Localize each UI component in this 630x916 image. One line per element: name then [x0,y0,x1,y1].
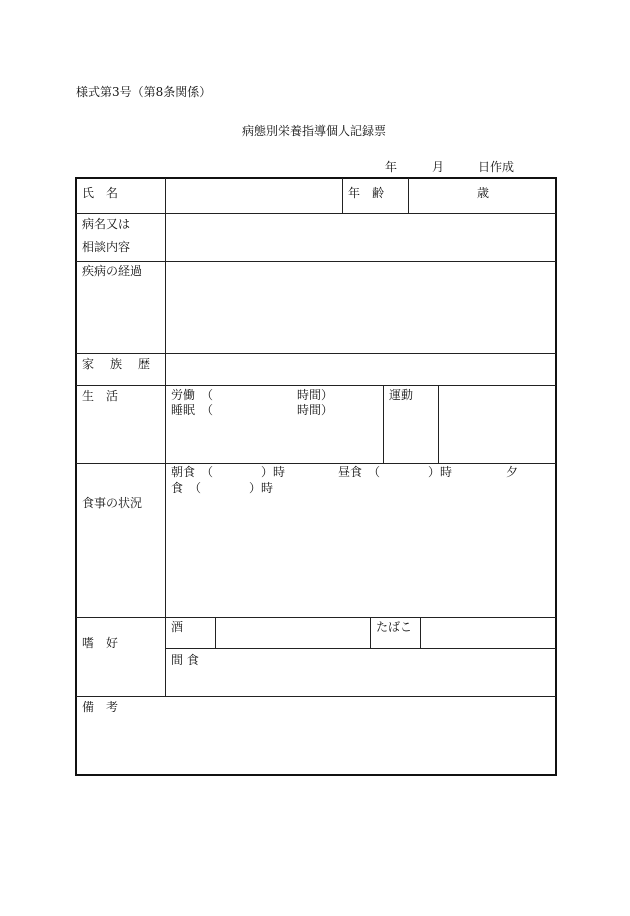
disease-label-line1: 病名又は [82,217,131,231]
lunch-time: 昼食 （ ）時 [338,465,453,479]
column-divider [420,617,421,648]
record-table [75,177,557,776]
snack-label: 間 食 [171,653,199,667]
labor-hours: 労働 （ 時間） [171,388,334,402]
sleep-hours: 睡眠 （ 時間） [171,403,334,417]
date-year-label: 年 [385,160,398,174]
column-divider [408,178,409,213]
dinner-time: 食 （ ）時 [171,481,274,495]
family-label: 家族歴 [82,357,167,371]
exercise-label: 運動 [389,388,414,402]
disease-label-line2: 相談内容 [82,240,131,254]
life-label: 生 活 [82,389,119,403]
dinner-label-part1: 夕 [506,465,519,479]
row-divider [76,261,556,262]
alcohol-label: 酒 [171,620,184,634]
column-divider [438,385,439,463]
tobacco-label: たばこ [376,620,413,634]
row-divider [76,696,556,697]
date-created-label: 日作成 [478,160,515,174]
name-label: 氏 名 [82,186,119,200]
history-label: 疾病の経過 [82,264,143,278]
row-divider [76,213,556,214]
row-divider [76,463,556,464]
row-divider [165,648,556,649]
column-divider [383,385,384,463]
meal-label: 食事の状況 [82,496,143,510]
age-unit: 歳 [477,186,490,200]
age-label: 年 齢 [348,186,385,200]
column-divider [165,178,166,696]
form-number: 様式第3号（第8条関係） [76,85,212,99]
breakfast-time: 朝食 （ ）時 [171,465,286,479]
date-month-label: 月 [432,160,445,174]
remarks-label: 備 考 [82,700,119,714]
row-divider [76,617,556,618]
habit-label: 嗜 好 [82,636,119,650]
row-divider [76,353,556,354]
row-divider [76,385,556,386]
column-divider [370,617,371,648]
column-divider [342,178,343,213]
form-title: 病態別栄養指導個人記録票 [242,124,387,138]
column-divider [215,617,216,648]
